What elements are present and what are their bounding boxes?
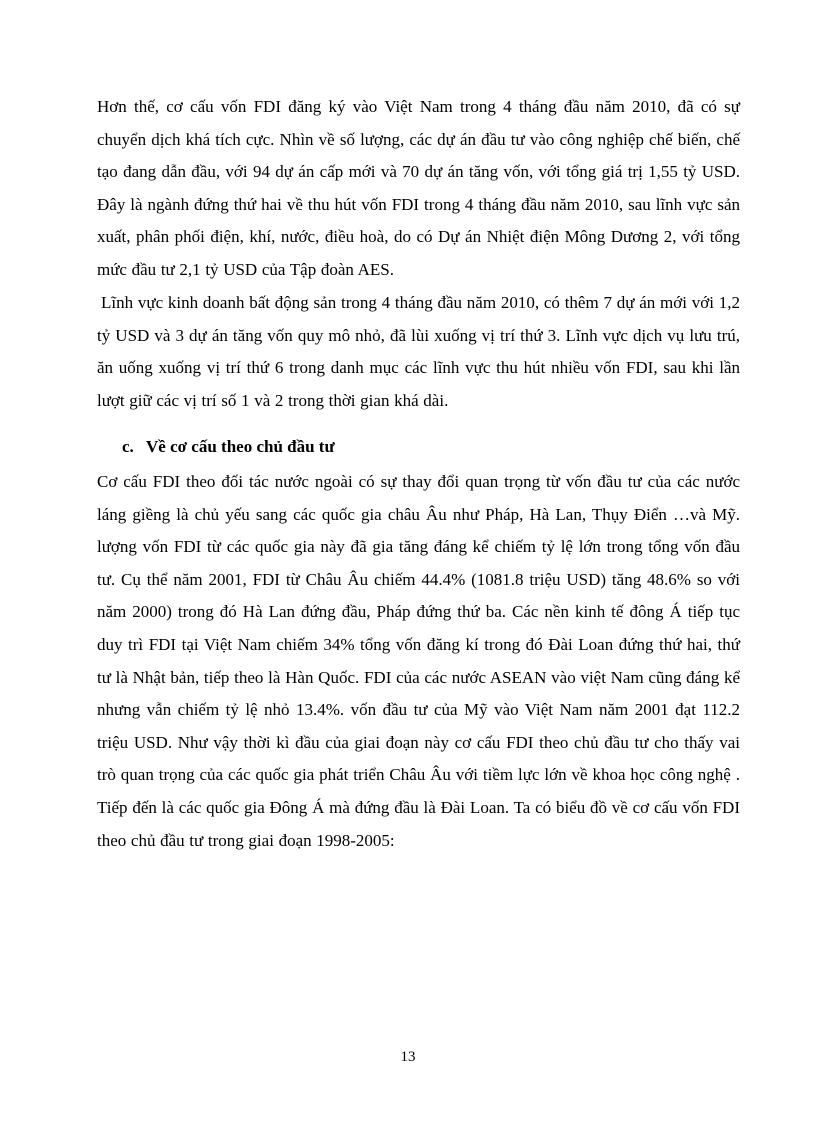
section-heading-title: Về cơ cấu theo chủ đầu tư <box>146 437 335 456</box>
section-heading-letter: c. <box>122 437 134 456</box>
paragraph-real-estate-sector: Lĩnh vực kinh doanh bất động sản trong 4 tháng đầu năm 2010, có thêm 7 dự án mới với 1,2 tỷ USD và 3 dự án tăng vốn quy mô nhỏ, đã lùi xuống vị trí thứ 3. Lĩnh vực dịch vụ lưu trú, ăn uống xuống vị trí thứ 6 trong danh mục các lĩnh vực thu hút nhiều vốn FDI, sau khi lần lượt giữ các vị trí số 1 và 2 trong thời gian khá dài. <box>97 293 740 410</box>
page-number: 13 <box>400 1049 416 1065</box>
paragraph-fdi-by-partner: Cơ cấu FDI theo đối tác nước ngoài có sự thay đổi quan trọng từ vốn đầu tư của các nước láng giềng là chủ yếu sang các quốc gia châu Âu như Pháp, Hà Lan, Thụy Điển …và Mỹ. lượng vốn FDI từ các quốc gia này đã gia tăng đáng kể chiếm tỷ lệ lớn trong tổng vốn đầu tư. Cụ thể năm 2001, FDI từ Châu Âu chiếm 44.4% (1081.8 triệu USD) tăng 48.6% so với năm 2000) trong đó Hà Lan đứng đầu, Pháp đứng thứ ba. Các nền kinh tế đông Á tiếp tục duy trì FDI tại Việt Nam chiếm 34% tổng vốn đăng kí trong đó Đài Loan đứng thứ hai, thứ tư là Nhật bản, tiếp theo là Hàn Quốc. FDI của các nước ASEAN vào việt Nam cũng đáng kể nhưng vẫn chiếm tỷ lệ nhỏ 13.4%. vốn đầu tư của Mỹ vào Việt Nam năm 2001 đạt 112.2 triệu USD. Như vậy thời kì đầu của giai đoạn này cơ cấu FDI theo chủ đầu tư cho thấy vai trò quan trọng của các quốc gia phát triển Châu Âu với tiềm lực lớn về khoa học công nghệ . Tiếp đến là các quốc gia Đông Á mà đứng đầu là Đài Loan. Ta có biểu đồ về cơ cấu vốn FDI theo chủ đầu tư trong giai đoạn 1998-2005: <box>97 472 740 850</box>
section-heading-investor-structure <box>122 435 722 459</box>
paragraph-fdi-structure-2010: Hơn thế, cơ cấu vốn FDI đăng ký vào Việt Nam trong 4 tháng đầu năm 2010, đã có sự chuyển dịch khá tích cực. Nhìn về số lượng, các dự án đầu tư vào công nghiệp chế biến, chế tạo đang dẫn đầu, với 94 dự án cấp mới và 70 dự án tăng vốn, với tổng giá trị 1,55 tỷ USD. Đây là ngành đứng thứ hai về thu hút vốn FDI trong 4 tháng đầu năm 2010, sau lĩnh vực sản xuất, phân phối điện, khí, nước, điều hoà, do có Dự án Nhiệt điện Mông Dương 2, với tổng mức đầu tư 2,1 tỷ USD của Tập đoàn AES. <box>97 97 740 279</box>
